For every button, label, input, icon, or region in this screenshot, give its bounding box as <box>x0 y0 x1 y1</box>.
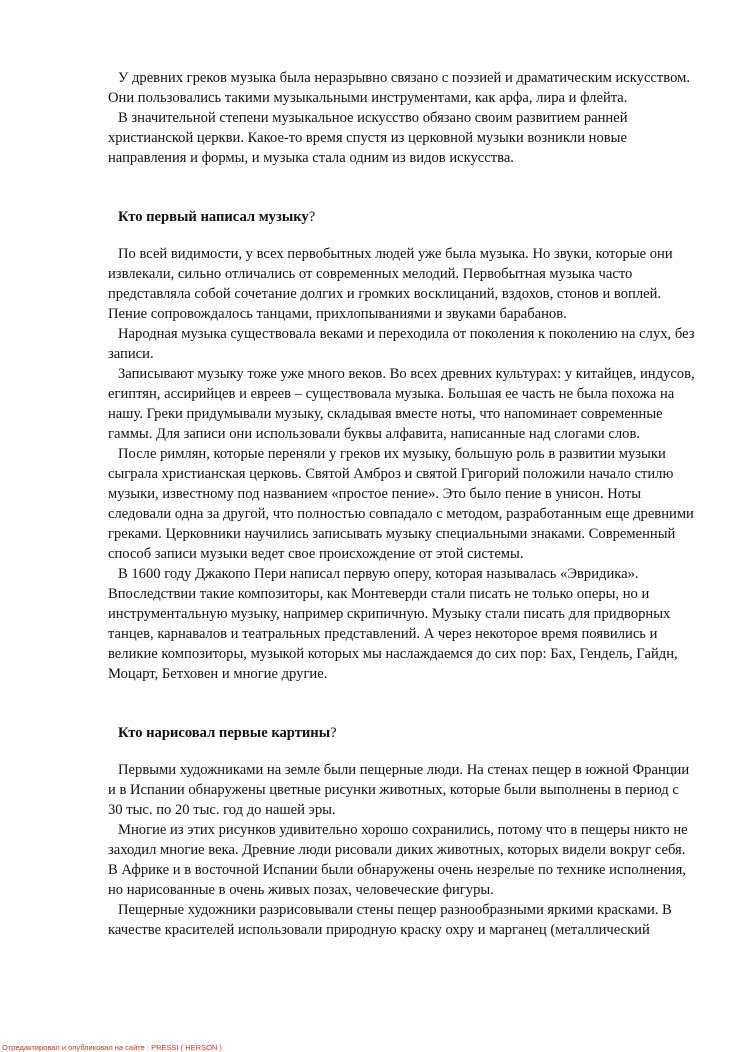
heading-text: Кто первый написал музыку <box>118 209 309 225</box>
section-music <box>108 206 696 684</box>
paragraph: Многие из этих рисунков удивительно хорошо сохранились, потому что в пещеры никто не заходил многие века. Древние люди рисовали диких животных, которых видели вокруг себя. В Африке и в восточной Испании были обнаружены очень незрелые по технике исполнения, но нарисованные в очень живых позах, человеческие фигуры. <box>108 822 688 898</box>
section-heading <box>108 206 696 228</box>
paragraph: Пещерные художники разрисовывали стены пещер разнообразными яркими красками. В качестве красителей использовали природную краску охру и марганец (металлический <box>108 902 672 938</box>
paragraph: После римлян, которые переняли у греков их музыку, большую роль в развитии музыки сыграла христианская церковь. Святой Амброз и святой Григорий положили начало стилю музыки, известному под названием «простое пение». Это было пение в унисон. Ноты следовали одна за другой, что полностью совпадало с методом, разработанным еще древними греками. Церковники научились записывать музыку специальными знаками. Современный способ записи музыки ведет свое происхождение от этой системы. <box>108 446 694 562</box>
paragraph: Записывают музыку тоже уже много веков. Во всех древних культурах: у китайцев, индусов, египтян, ассирийцев и евреев – существовала музыка. Большая ее часть не была похожа на нашу. Греки придумывали музыку, складывая вместе ноты, что напоминает современные гаммы. Для записи они использовали буквы алфавита, написанные над слогами слов. <box>108 366 695 442</box>
paragraph: Первыми художниками на земле были пещерные люди. На стенах пещер в южной Франции и в Испании обнаружены цветные рисунки животных, которые были выполнены в период с 30 тыс. по 20 тыс. год до нашей эры. <box>108 762 690 818</box>
heading-question-mark: ? <box>308 209 316 225</box>
section-heading <box>108 722 696 744</box>
paragraph: У древних греков музыка была неразрывно связано с поэзией и драматическим искусством. Они пользовались такими музыкальными инструментами, как арфа, лира и флейта. <box>108 70 690 106</box>
paragraph: В значительной степени музыкальное искусство обязано своим развитием ранней христианской церкви. Какое-то время спустя из церковной музыки возникли новые направления и формы, и музыка стала одним из видов искусства. <box>108 110 628 166</box>
document-page <box>108 68 696 940</box>
paragraph: В 1600 году Джакопо Пери написал первую оперу, которая называлась «Эвридика». Впоследствии такие композиторы, как Монтеверди стали писать не только оперы, но и инструментальную музыку, например скрипичную. Музыку стали писать для придворных танцев, карнавалов и театральных представлений. А через некоторое время появились и великие композиторы, музыкой которых мы наслаждаемся до сих пор: Бах, Гендель, Гайдн, Моцарт, Бетховен и многие другие. <box>108 566 678 682</box>
paragraph: По всей видимости, у всех первобытных людей уже была музыка. Но звуки, которые они извлекали, сильно отличались от современных мелодий. Первобытная музыка часто представляла собой сочетание долгих и громких восклицаний, вздохов, стонов и воплей. Пение сопровождалось танцами, прихлопываниями и звуками барабанов. <box>108 246 673 322</box>
intro-block <box>108 68 696 168</box>
heading-text: Кто нарисовал первые картины <box>118 725 331 741</box>
paragraph: Народная музыка существовала веками и переходила от поколения к поколению на слух, без записи. <box>108 326 695 362</box>
footer-credit: Отредактировал и опубликовал на сайте : PRESSI ( HERSON ) <box>2 1043 222 1052</box>
section-paintings <box>108 722 696 940</box>
heading-question-mark: ? <box>330 725 337 741</box>
